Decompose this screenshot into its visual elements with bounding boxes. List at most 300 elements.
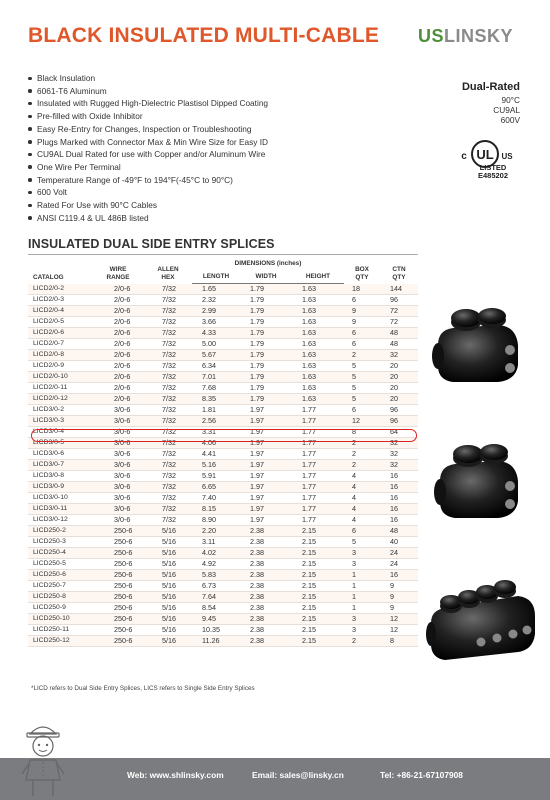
cell-allen-hex: 7/32	[144, 493, 192, 504]
cell-length: 4.41	[192, 449, 240, 460]
cell-box-qty: 2	[344, 636, 380, 647]
cell-ctn-qty: 16	[380, 493, 418, 504]
cell-width: 1.79	[240, 350, 292, 361]
cell-height: 1.63	[292, 350, 344, 361]
feature-list	[28, 72, 268, 224]
cell-height: 2.15	[292, 636, 344, 647]
cell-allen-hex: 7/32	[144, 394, 192, 405]
table-row	[28, 581, 418, 592]
cell-height: 2.15	[292, 592, 344, 603]
table-row	[28, 284, 418, 295]
cell-length: 5.83	[192, 570, 240, 581]
cell-wire-range: 2/0-6	[92, 339, 144, 350]
cell-wire-range: 2/0-6	[92, 306, 144, 317]
cell-width: 2.38	[240, 625, 292, 636]
cell-wire-range: 3/0-6	[92, 460, 144, 471]
cell-catalog: LICD250-4	[28, 548, 92, 559]
table-row	[28, 383, 418, 394]
cell-height: 2.15	[292, 559, 344, 570]
cell-length: 4.06	[192, 438, 240, 449]
cell-width: 2.38	[240, 636, 292, 647]
cell-catalog: LICD3/0-10	[28, 493, 92, 504]
cell-width: 1.79	[240, 394, 292, 405]
cell-width: 1.97	[240, 438, 292, 449]
cell-ctn-qty: 9	[380, 592, 418, 603]
splice-3-port-image	[428, 436, 528, 526]
header-box-qty	[344, 260, 380, 284]
cell-wire-range: 250-6	[92, 581, 144, 592]
table-row	[28, 317, 418, 328]
cell-width: 1.97	[240, 405, 292, 416]
cell-length: 8.15	[192, 504, 240, 515]
cell-wire-range: 250-6	[92, 526, 144, 537]
cell-width: 1.97	[240, 416, 292, 427]
cell-catalog: LICD2/0-10	[28, 372, 92, 383]
table-row	[28, 603, 418, 614]
cell-width: 2.38	[240, 570, 292, 581]
header-range: RANGE	[106, 273, 130, 281]
cell-allen-hex: 7/32	[144, 306, 192, 317]
table-row	[28, 625, 418, 636]
cell-box-qty: 1	[344, 592, 380, 603]
table-row	[28, 559, 418, 570]
cell-catalog: LICD2/0-3	[28, 295, 92, 306]
feature-item: One Wire Per Terminal	[28, 161, 268, 174]
cell-height: 1.63	[292, 339, 344, 350]
cell-catalog: LICD2/0-4	[28, 306, 92, 317]
header-length: LENGTH	[192, 270, 240, 284]
cell-box-qty: 6	[344, 339, 380, 350]
cell-width: 2.38	[240, 592, 292, 603]
cell-length: 2.32	[192, 295, 240, 306]
cell-wire-range: 2/0-6	[92, 328, 144, 339]
cell-wire-range: 2/0-6	[92, 295, 144, 306]
table-row	[28, 372, 418, 383]
cell-height: 1.63	[292, 383, 344, 394]
cell-height: 1.63	[292, 328, 344, 339]
cell-allen-hex: 7/32	[144, 504, 192, 515]
cell-ctn-qty: 16	[380, 570, 418, 581]
cell-box-qty: 6	[344, 295, 380, 306]
cell-catalog: LICD3/0-9	[28, 482, 92, 493]
cell-wire-range: 250-6	[92, 559, 144, 570]
cell-wire-range: 3/0-6	[92, 493, 144, 504]
cell-height: 1.77	[292, 405, 344, 416]
cell-ctn-qty: 144	[380, 284, 418, 295]
cell-length: 1.81	[192, 405, 240, 416]
cell-box-qty: 12	[344, 416, 380, 427]
cell-catalog: LICD2/0-7	[28, 339, 92, 350]
cell-box-qty: 6	[344, 405, 380, 416]
cell-length: 5.00	[192, 339, 240, 350]
cell-wire-range: 2/0-6	[92, 372, 144, 383]
rating-block	[462, 81, 520, 125]
cell-length: 4.33	[192, 328, 240, 339]
cell-allen-hex: 5/16	[144, 603, 192, 614]
cell-ctn-qty: 16	[380, 482, 418, 493]
cell-box-qty: 3	[344, 625, 380, 636]
cell-width: 1.79	[240, 372, 292, 383]
cell-allen-hex: 5/16	[144, 581, 192, 592]
cell-wire-range: 250-6	[92, 537, 144, 548]
cell-ctn-qty: 96	[380, 416, 418, 427]
cell-length: 7.40	[192, 493, 240, 504]
cell-catalog: LICD2/0-11	[28, 383, 92, 394]
cell-width: 1.79	[240, 306, 292, 317]
table-row	[28, 515, 418, 526]
cell-allen-hex: 7/32	[144, 482, 192, 493]
header-allen-hex	[144, 260, 192, 284]
cell-height: 1.77	[292, 504, 344, 515]
cell-catalog: LICD250-10	[28, 614, 92, 625]
cell-box-qty: 2	[344, 460, 380, 471]
cell-box-qty: 4	[344, 515, 380, 526]
cell-allen-hex: 7/32	[144, 438, 192, 449]
table-row	[28, 526, 418, 537]
cell-catalog: LICD2/0-6	[28, 328, 92, 339]
table-row	[28, 471, 418, 482]
brand-logo	[418, 26, 513, 47]
cell-catalog: LICD3/0-12	[28, 515, 92, 526]
feature-item: Plugs Marked with Connector Max & Min Wire Size for Easy ID	[28, 136, 268, 149]
cell-length: 11.26	[192, 636, 240, 647]
cell-catalog: LICD2/0-9	[28, 361, 92, 372]
feature-item: Black Insulation	[28, 72, 268, 85]
cell-wire-range: 2/0-6	[92, 394, 144, 405]
header-dimensions: DIMENSIONS (inches)	[234, 260, 302, 267]
cell-width: 2.38	[240, 559, 292, 570]
cell-box-qty: 2	[344, 449, 380, 460]
cell-length: 6.34	[192, 361, 240, 372]
cell-width: 1.79	[240, 295, 292, 306]
cell-box-qty: 2	[344, 438, 380, 449]
feature-item: 6061-T6 Aluminum	[28, 85, 268, 98]
cell-wire-range: 3/0-6	[92, 427, 144, 438]
cell-length: 8.35	[192, 394, 240, 405]
cell-wire-range: 2/0-6	[92, 361, 144, 372]
table-row	[28, 449, 418, 460]
ul-mark-text: UL	[476, 147, 494, 162]
cell-width: 1.97	[240, 515, 292, 526]
table-row	[28, 339, 418, 350]
cell-catalog: LICD250-3	[28, 537, 92, 548]
cell-box-qty: 3	[344, 559, 380, 570]
cell-height: 1.63	[292, 295, 344, 306]
cell-length: 6.73	[192, 581, 240, 592]
cell-wire-range: 250-6	[92, 636, 144, 647]
cell-box-qty: 5	[344, 372, 380, 383]
cell-box-qty: 4	[344, 504, 380, 515]
cell-wire-range: 3/0-6	[92, 471, 144, 482]
cell-ctn-qty: 48	[380, 339, 418, 350]
cell-length: 8.90	[192, 515, 240, 526]
cell-wire-range: 2/0-6	[92, 317, 144, 328]
cell-allen-hex: 7/32	[144, 350, 192, 361]
cell-length: 5.67	[192, 350, 240, 361]
cell-length: 7.64	[192, 592, 240, 603]
cell-catalog: LICD2/0-2	[28, 284, 92, 295]
cell-wire-range: 3/0-6	[92, 405, 144, 416]
cell-catalog: LICD3/0-5	[28, 438, 92, 449]
cell-height: 1.63	[292, 361, 344, 372]
cell-catalog: LICD2/0-5	[28, 317, 92, 328]
cell-allen-hex: 7/32	[144, 328, 192, 339]
cell-catalog: LICD250-2	[28, 526, 92, 537]
cell-length: 2.56	[192, 416, 240, 427]
cell-allen-hex: 7/32	[144, 317, 192, 328]
cell-ctn-qty: 96	[380, 405, 418, 416]
table-row	[28, 482, 418, 493]
cell-catalog: LICD3/0-6	[28, 449, 92, 460]
header-box: BOX	[355, 265, 369, 273]
cell-box-qty: 5	[344, 394, 380, 405]
cell-width: 2.38	[240, 548, 292, 559]
cell-catalog: LICD2/0-8	[28, 350, 92, 361]
cell-wire-range: 3/0-6	[92, 515, 144, 526]
feature-item: Temperature Range of -49°F to 194°F(-45°C to 90°C)	[28, 174, 268, 187]
table-row	[28, 493, 418, 504]
cell-allen-hex: 5/16	[144, 592, 192, 603]
cell-height: 2.15	[292, 570, 344, 581]
cell-allen-hex: 7/32	[144, 361, 192, 372]
table-row	[28, 405, 418, 416]
cell-wire-range: 2/0-6	[92, 284, 144, 295]
cell-ctn-qty: 8	[380, 636, 418, 647]
brand-logo-us: US	[418, 26, 445, 46]
cell-allen-hex: 7/32	[144, 295, 192, 306]
footnote: *LICD refers to Dual Side Entry Splices, LICS refers to Single Side Entry Splices	[31, 685, 255, 692]
cell-height: 1.63	[292, 317, 344, 328]
cell-ctn-qty: 16	[380, 515, 418, 526]
rating-head: Dual-Rated	[461, 81, 520, 93]
table-row	[28, 592, 418, 603]
header-box-qty-label: QTY	[355, 273, 369, 281]
ul-us-text: US	[501, 152, 513, 161]
rating-line-material: CU9AL	[493, 105, 520, 115]
cell-height: 1.77	[292, 460, 344, 471]
cell-height: 1.77	[292, 471, 344, 482]
cell-ctn-qty: 16	[380, 504, 418, 515]
feature-item: Insulated with Rugged High-Dielectric Plastisol Dipped Coating	[28, 97, 268, 110]
cell-allen-hex: 7/32	[144, 284, 192, 295]
cell-length: 4.02	[192, 548, 240, 559]
cell-allen-hex: 7/32	[144, 383, 192, 394]
table-row	[28, 537, 418, 548]
cell-wire-range: 250-6	[92, 614, 144, 625]
cell-allen-hex: 5/16	[144, 570, 192, 581]
cell-wire-range: 250-6	[92, 603, 144, 614]
cell-catalog: LICD3/0-8	[28, 471, 92, 482]
feature-item: CU9AL Dual Rated for use with Copper and/or Aluminum Wire	[28, 148, 268, 161]
cell-catalog: LICD250-5	[28, 559, 92, 570]
cell-allen-hex: 7/32	[144, 372, 192, 383]
cell-height: 2.15	[292, 614, 344, 625]
cell-ctn-qty: 64	[380, 427, 418, 438]
cell-box-qty: 3	[344, 548, 380, 559]
splice-multi-port-image	[423, 568, 543, 668]
footer-email: Email: sales@linsky.cn	[252, 770, 344, 780]
cell-box-qty: 18	[344, 284, 380, 295]
footer-bar	[0, 758, 550, 800]
cell-height: 1.77	[292, 449, 344, 460]
cell-length: 7.01	[192, 372, 240, 383]
cell-allen-hex: 5/16	[144, 625, 192, 636]
cell-wire-range: 3/0-6	[92, 449, 144, 460]
section-title: INSULATED DUAL SIDE ENTRY SPLICES	[28, 237, 275, 251]
cell-wire-range: 3/0-6	[92, 482, 144, 493]
cell-catalog: LICD3/0-7	[28, 460, 92, 471]
cell-ctn-qty: 16	[380, 471, 418, 482]
cell-length: 3.31	[192, 427, 240, 438]
cell-box-qty: 5	[344, 383, 380, 394]
cell-height: 1.77	[292, 482, 344, 493]
cell-wire-range: 3/0-6	[92, 416, 144, 427]
cell-width: 1.97	[240, 482, 292, 493]
feature-item: Rated For Use with 90°C Cables	[28, 199, 268, 212]
cell-wire-range: 250-6	[92, 592, 144, 603]
spec-table-body	[28, 284, 418, 647]
cell-height: 1.77	[292, 438, 344, 449]
header-ctn: CTN	[392, 265, 406, 273]
header-ctn-qty-label: QTY	[392, 273, 406, 281]
cell-allen-hex: 7/32	[144, 449, 192, 460]
header-height: HEIGHT	[292, 270, 344, 284]
cell-length: 4.92	[192, 559, 240, 570]
cell-box-qty: 4	[344, 471, 380, 482]
cell-width: 1.79	[240, 383, 292, 394]
cell-length: 2.99	[192, 306, 240, 317]
cell-length: 6.65	[192, 482, 240, 493]
cell-width: 1.79	[240, 328, 292, 339]
cell-height: 1.63	[292, 394, 344, 405]
footer-tel: Tel: +86-21-67107908	[380, 770, 463, 780]
cell-height: 1.63	[292, 284, 344, 295]
cell-width: 2.38	[240, 614, 292, 625]
cell-length: 10.35	[192, 625, 240, 636]
cell-ctn-qty: 9	[380, 603, 418, 614]
page-title: BLACK INSULATED MULTI-CABLE	[28, 24, 380, 47]
ul-c-text: c	[461, 151, 467, 162]
cell-height: 1.77	[292, 515, 344, 526]
header-ctn-qty	[380, 260, 418, 284]
cell-box-qty: 1	[344, 603, 380, 614]
cell-box-qty: 9	[344, 317, 380, 328]
cell-width: 1.79	[240, 339, 292, 350]
cell-wire-range: 250-6	[92, 570, 144, 581]
mascot-worker-icon	[16, 718, 70, 800]
cell-catalog: LICD3/0-4	[28, 427, 92, 438]
ul-listed-word: LISTED	[479, 163, 507, 172]
cell-ctn-qty: 9	[380, 581, 418, 592]
cell-wire-range: 250-6	[92, 548, 144, 559]
cell-width: 1.79	[240, 284, 292, 295]
cell-ctn-qty: 32	[380, 350, 418, 361]
table-row	[28, 306, 418, 317]
cell-height: 1.63	[292, 372, 344, 383]
cell-ctn-qty: 12	[380, 625, 418, 636]
cell-ctn-qty: 24	[380, 559, 418, 570]
cell-length: 3.11	[192, 537, 240, 548]
cell-wire-range: 3/0-6	[92, 504, 144, 515]
cell-box-qty: 3	[344, 614, 380, 625]
table-row	[28, 295, 418, 306]
cell-allen-hex: 7/32	[144, 427, 192, 438]
cell-length: 7.68	[192, 383, 240, 394]
cell-ctn-qty: 96	[380, 295, 418, 306]
cell-length: 5.16	[192, 460, 240, 471]
cell-allen-hex: 5/16	[144, 537, 192, 548]
cell-ctn-qty: 32	[380, 460, 418, 471]
cell-wire-range: 250-6	[92, 625, 144, 636]
cell-height: 2.15	[292, 548, 344, 559]
cell-box-qty: 5	[344, 361, 380, 372]
cell-wire-range: 2/0-6	[92, 350, 144, 361]
cell-catalog: LICD3/0-3	[28, 416, 92, 427]
cell-catalog: LICD3/0-11	[28, 504, 92, 515]
cell-allen-hex: 7/32	[144, 460, 192, 471]
cell-width: 1.79	[240, 317, 292, 328]
header-allen: ALLEN	[157, 265, 179, 273]
cell-allen-hex: 7/32	[144, 339, 192, 350]
cell-box-qty: 4	[344, 482, 380, 493]
cell-allen-hex: 5/16	[144, 526, 192, 537]
cell-width: 2.38	[240, 526, 292, 537]
cell-width: 1.97	[240, 427, 292, 438]
cell-height: 2.15	[292, 537, 344, 548]
cell-ctn-qty: 32	[380, 438, 418, 449]
cell-box-qty: 5	[344, 537, 380, 548]
table-row	[28, 460, 418, 471]
cell-catalog: LICD250-6	[28, 570, 92, 581]
table-row	[28, 328, 418, 339]
cell-catalog: LICD2/0-12	[28, 394, 92, 405]
feature-item: Pre-filled with Oxide Inhibitor	[28, 110, 268, 123]
cell-ctn-qty: 48	[380, 526, 418, 537]
cell-width: 1.97	[240, 460, 292, 471]
cell-length: 2.20	[192, 526, 240, 537]
cell-length: 5.91	[192, 471, 240, 482]
feature-item: ANSI C119.4 & UL 486B listed	[28, 212, 268, 225]
cell-ctn-qty: 12	[380, 614, 418, 625]
feature-item: 600 Volt	[28, 186, 268, 199]
rating-line-temp: 90°C	[501, 95, 520, 105]
cell-height: 2.15	[292, 625, 344, 636]
cell-height: 1.77	[292, 427, 344, 438]
cell-box-qty: 1	[344, 570, 380, 581]
cell-ctn-qty: 72	[380, 306, 418, 317]
cell-box-qty: 9	[344, 306, 380, 317]
splice-2-port-image	[428, 300, 528, 390]
brand-logo-linsky: LINSKY	[444, 26, 514, 46]
cell-ctn-qty: 20	[380, 372, 418, 383]
cell-allen-hex: 7/32	[144, 471, 192, 482]
header-hex: HEX	[161, 273, 175, 281]
cell-length: 3.66	[192, 317, 240, 328]
table-row	[28, 548, 418, 559]
cell-catalog: LICD250-7	[28, 581, 92, 592]
cell-height: 2.15	[292, 603, 344, 614]
feature-item: Easy Re-Entry for Changes, Inspection or Troubleshooting	[28, 123, 268, 136]
cell-length: 1.65	[192, 284, 240, 295]
cell-length: 9.45	[192, 614, 240, 625]
header-wire: WIRE	[109, 265, 127, 273]
footer-web: Web: www.shlinsky.com	[127, 770, 224, 780]
cell-ctn-qty: 20	[380, 383, 418, 394]
table-row	[28, 350, 418, 361]
cell-allen-hex: 5/16	[144, 559, 192, 570]
cell-height: 2.15	[292, 526, 344, 537]
cell-wire-range: 3/0-6	[92, 438, 144, 449]
